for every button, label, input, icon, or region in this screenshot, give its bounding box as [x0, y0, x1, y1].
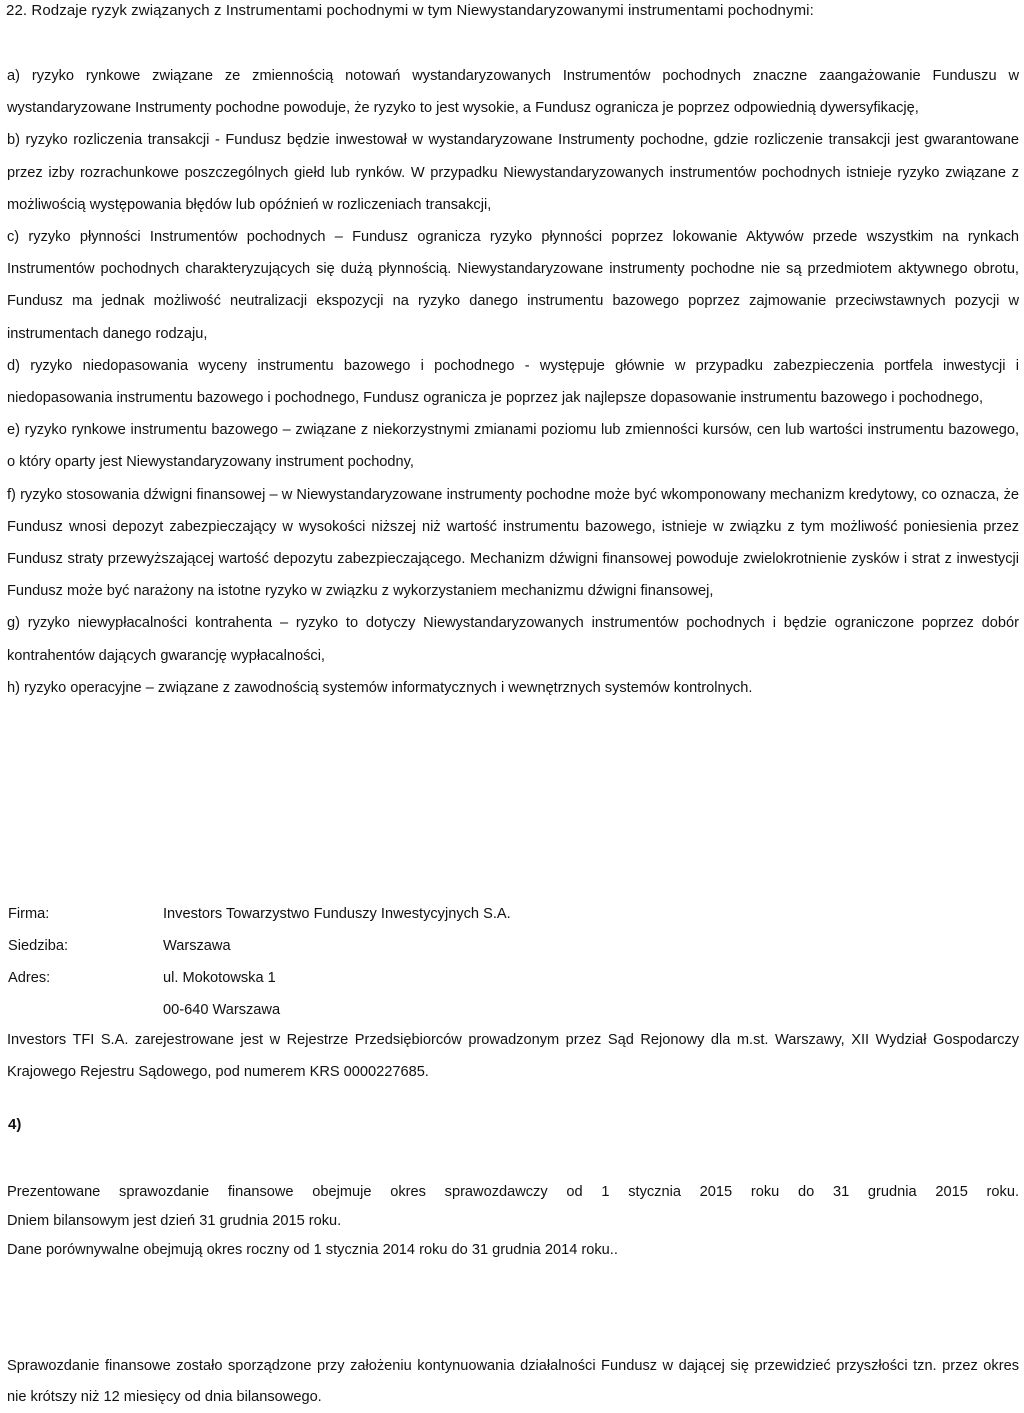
risk-item-d: d) ryzyko niedopasowania wyceny instrumentu bazowego i pochodnego - występuje głównie w przypadku zabezpieczenia portfela inwestycji i niedopasowania instrumentu bazowego i pochodnego, Fundusz ogranicza je poprzez jak najlepsze dopasowanie instrumentu bazowego i pochodnego,: [7, 357, 1019, 407]
risk-item-g: g) ryzyko niewypłacalności kontrahenta – ryzyko to dotyczy Niewystandaryzowanych instrumentów pochodnych i będzie ograniczone poprzez dobór kontrahentów dających gwarancję wypłacalności,: [7, 615, 1019, 664]
risk-item-f: f) ryzyko stosowania dźwigni finansowej – w Niewystandaryzowane instrumenty pochodne może być wkomponowany mechanizm kredytowy, co oznacza, że Fundusz wnosi depozyt zabezpieczający w wysokości niższej niż wartość instrumentu bazowego, istnieje w związku z tym możliwość poniesienia przez Fundusz straty przewyższającej wartość depozytu zabezpieczającego. Mechanizm dźwigni finansowej powoduje zwielokrotnienie zysków i strat z inwestycji Fundusz może być narażony na istotne ryzyko w związku z wykorzystaniem mechanizmu dźwigni finansowej,: [7, 486, 1019, 600]
reporting-period: [7, 1178, 1019, 1265]
risk-item-c: c) ryzyko płynności Instrumentów pochodnych – Fundusz ogranicza ryzyko płynności poprzez lokowanie Aktywów przede wszystkim na rynkach Instrumentów pochodnych charakteryzujących się dużą płynnością. Niewystandaryzowane instrumenty pochodne nie są przedmiotem aktywnego obrotu, Fundusz ma jednak możliwość neutralizacji ekspozycji na ryzyko danego instrumentu bazowego poprzez zajmowanie przeciwstawnych pozycji w instrumentach danego rodzaju,: [7, 229, 1019, 342]
address-line-2: 00-640 Warszawa: [163, 1002, 281, 1018]
risk-item-h: h) ryzyko operacyjne – związane z zawodnością systemów informatycznych i wewnętrznych systemów kontrolnych.: [7, 679, 753, 696]
registry-note: Investors TFI S.A. zarejestrowane jest w Rejestrze Przedsiębiorców prowadzonym przez Sąd Rejonowy dla m.st. Warszawy, XII Wydział Gospodarczy Krajowego Rejestru Sądowego, pod numerem KRS 0000227685.: [7, 1032, 1019, 1080]
seat-label: Siedziba:: [8, 938, 69, 954]
period-line-1: Prezentowane sprawozdanie finansowe obejmuje okres sprawozdawczy od 1 stycznia 2015 roku do 31 grudnia 2015 roku.: [7, 1184, 1019, 1200]
firm-value: Investors Towarzystwo Funduszy Inwestycyjnych S.A.: [163, 906, 511, 922]
seat-value: Warszawa: [163, 938, 231, 954]
section-number: 4): [8, 1116, 22, 1133]
risk-list: [7, 60, 1019, 704]
address-label: Adres:: [8, 970, 51, 986]
period-line-2: Dniem bilansowym jest dzień 31 grudnia 2015 roku.: [7, 1213, 342, 1229]
risk-item-b: b) ryzyko rozliczenia transakcji - Fundusz będzie inwestował w wystandaryzowane Instrumenty pochodne, gdzie rozliczenie transakcji jest gwarantowane przez izby rozrachunkowe poszczególnych giełd lub rynków. W przypadku Niewystandaryzowanych instrumentów pochodnych istnieje ryzyko związane z możliwością występowania błędów lub opóźnień w rozliczeniach transakcji,: [7, 132, 1019, 213]
firm-label: Firma:: [8, 906, 50, 922]
section-heading: 22. Rodzaje ryzyk związanych z Instrumentami pochodnymi w tym Niewystandaryzowanymi instrumentami pochodnymi:: [6, 2, 814, 19]
period-line-3: Dane porównywalne obejmują okres roczny od 1 stycznia 2014 roku do 31 grudnia 2014 roku..: [7, 1242, 618, 1258]
risk-item-a: a) ryzyko rynkowe związane ze zmiennością notowań wystandaryzowanych Instrumentów pochodnych znaczne zaangażowanie Funduszu w wystandaryzowane Instrumenty pochodne powoduje, że ryzyko to jest wysokie, a Fundusz ogranicza je poprzez odpowiednią dywersyfikację,: [7, 68, 1019, 117]
going-concern-note: Sprawozdanie finansowe zostało sporządzone przy założeniu kontynuowania działalności Fundusz w dającej się przewidzieć przyszłości tzn. przez okres nie krótszy niż 12 miesięcy od dnia bilansowego.: [7, 1358, 1019, 1405]
risk-item-e: e) ryzyko rynkowe instrumentu bazowego – związane z niekorzystnymi zmianami poziomu lub zmienności kursów, cen lub wartości instrumentu bazowego, o który oparty jest Niewystandaryzowany instrument pochodny,: [7, 422, 1019, 471]
address-line-1: ul. Mokotowska 1: [163, 970, 276, 986]
